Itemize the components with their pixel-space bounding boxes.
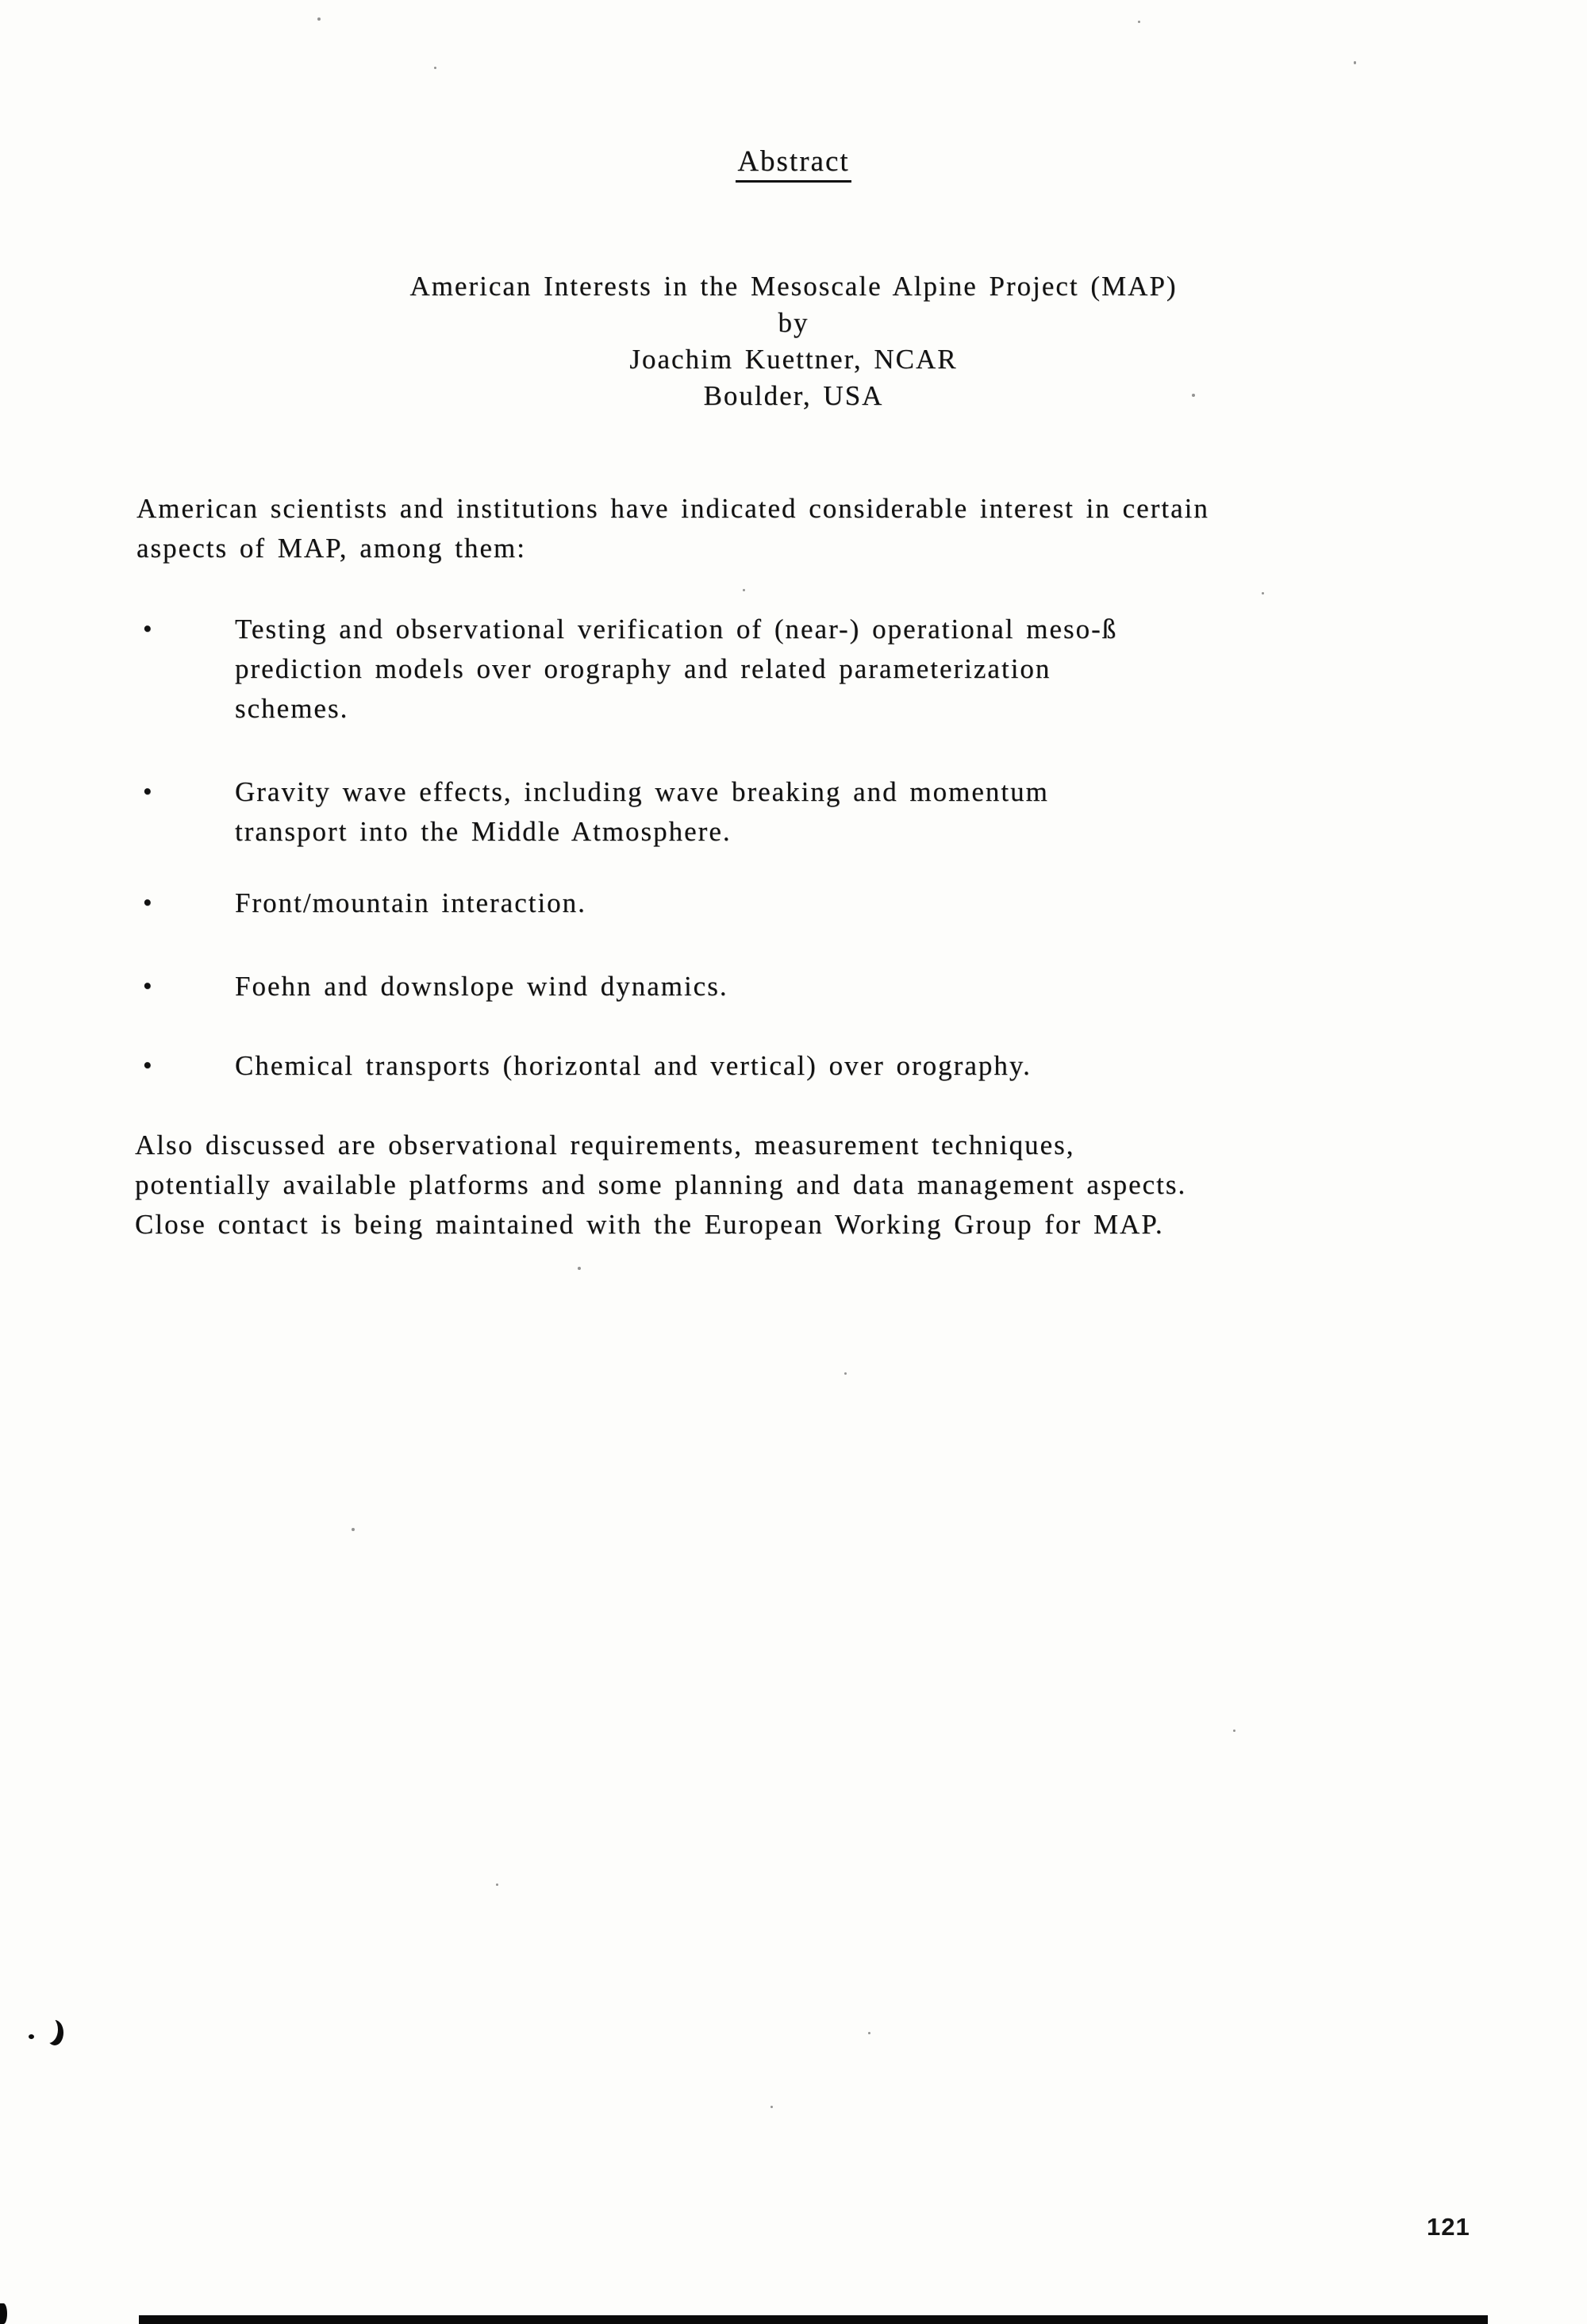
scan-speck — [770, 2106, 773, 2108]
scan-speck — [317, 17, 321, 21]
bullet-item — [139, 772, 1049, 852]
closing-line: Also discussed are observational requirements, measurement techniques, — [135, 1129, 1075, 1160]
ink-dot — [29, 2034, 34, 2039]
bullet-line: Gravity wave effects, including wave breaking and momentum — [235, 776, 1049, 807]
bullet-line: Chemical transports (horizontal and vertical) over orography. — [235, 1050, 1032, 1081]
scan-speck — [352, 1528, 355, 1531]
bullet-line: Foehn and downslope wind dynamics. — [235, 971, 728, 1002]
scan-speck — [578, 1267, 581, 1270]
scan-speck — [434, 67, 436, 69]
bullet-line: schemes. — [235, 693, 349, 724]
bullet-item — [139, 967, 728, 1006]
ink-mark — [29, 2020, 67, 2047]
bullet-text — [235, 883, 586, 923]
abstract-heading — [0, 144, 1587, 179]
scan-speck — [1138, 21, 1140, 23]
bullet-text — [235, 967, 728, 1006]
bullet-icon: • — [143, 1052, 154, 1080]
bullet-icon: • — [143, 889, 154, 918]
bullet-item — [139, 1046, 1032, 1086]
intro-paragraph — [136, 489, 1209, 568]
bullet-line: Testing and observational verification of (near-) operational meso-ß — [235, 614, 1118, 644]
bullet-icon: • — [143, 615, 154, 644]
ink-crescent — [46, 2020, 63, 2045]
scan-speck — [1262, 592, 1264, 594]
bullet-text — [235, 1046, 1032, 1086]
bullet-line: Front/mountain interaction. — [235, 887, 586, 918]
intro-line: aspects of MAP, among them: — [136, 533, 526, 564]
scan-speck — [1233, 1730, 1235, 1732]
author: Joachim Kuettner, NCAR — [629, 344, 958, 375]
closing-paragraph — [135, 1125, 1186, 1245]
byline: by — [778, 307, 809, 338]
bullet-line: prediction models over orography and related parameterization — [235, 653, 1051, 684]
closing-line: potentially available platforms and some planning and data management aspects. — [135, 1169, 1187, 1200]
title-block — [0, 268, 1587, 414]
bullet-line: transport into the Middle Atmosphere. — [235, 816, 732, 847]
scan-speck — [868, 2032, 870, 2034]
abstract-heading-text: Abstract — [736, 145, 851, 183]
intro-line: American scientists and institutions have indicated considerable interest in certain — [136, 493, 1209, 524]
bullet-text — [235, 772, 1049, 852]
bullet-text — [235, 610, 1117, 729]
bullet-item — [139, 610, 1117, 729]
scan-speck — [1192, 394, 1195, 397]
scan-speck — [496, 1883, 498, 1886]
paper-title: American Interests in the Mesoscale Alpine Project (MAP) — [409, 271, 1178, 302]
scan-edge-mark — [0, 2303, 7, 2324]
bullet-icon: • — [143, 972, 154, 1001]
page-number: 121 — [1427, 2213, 1470, 2241]
scan-artifact-bar — [139, 2315, 1488, 2324]
closing-line: Close contact is being maintained with the European Working Group for MAP. — [135, 1209, 1164, 1240]
bullet-icon: • — [143, 778, 154, 806]
scan-speck — [844, 1372, 847, 1375]
bullet-item — [139, 883, 586, 923]
scan-speck — [743, 589, 745, 591]
affiliation-location: Boulder, USA — [703, 380, 884, 411]
scan-speck — [1354, 61, 1356, 64]
